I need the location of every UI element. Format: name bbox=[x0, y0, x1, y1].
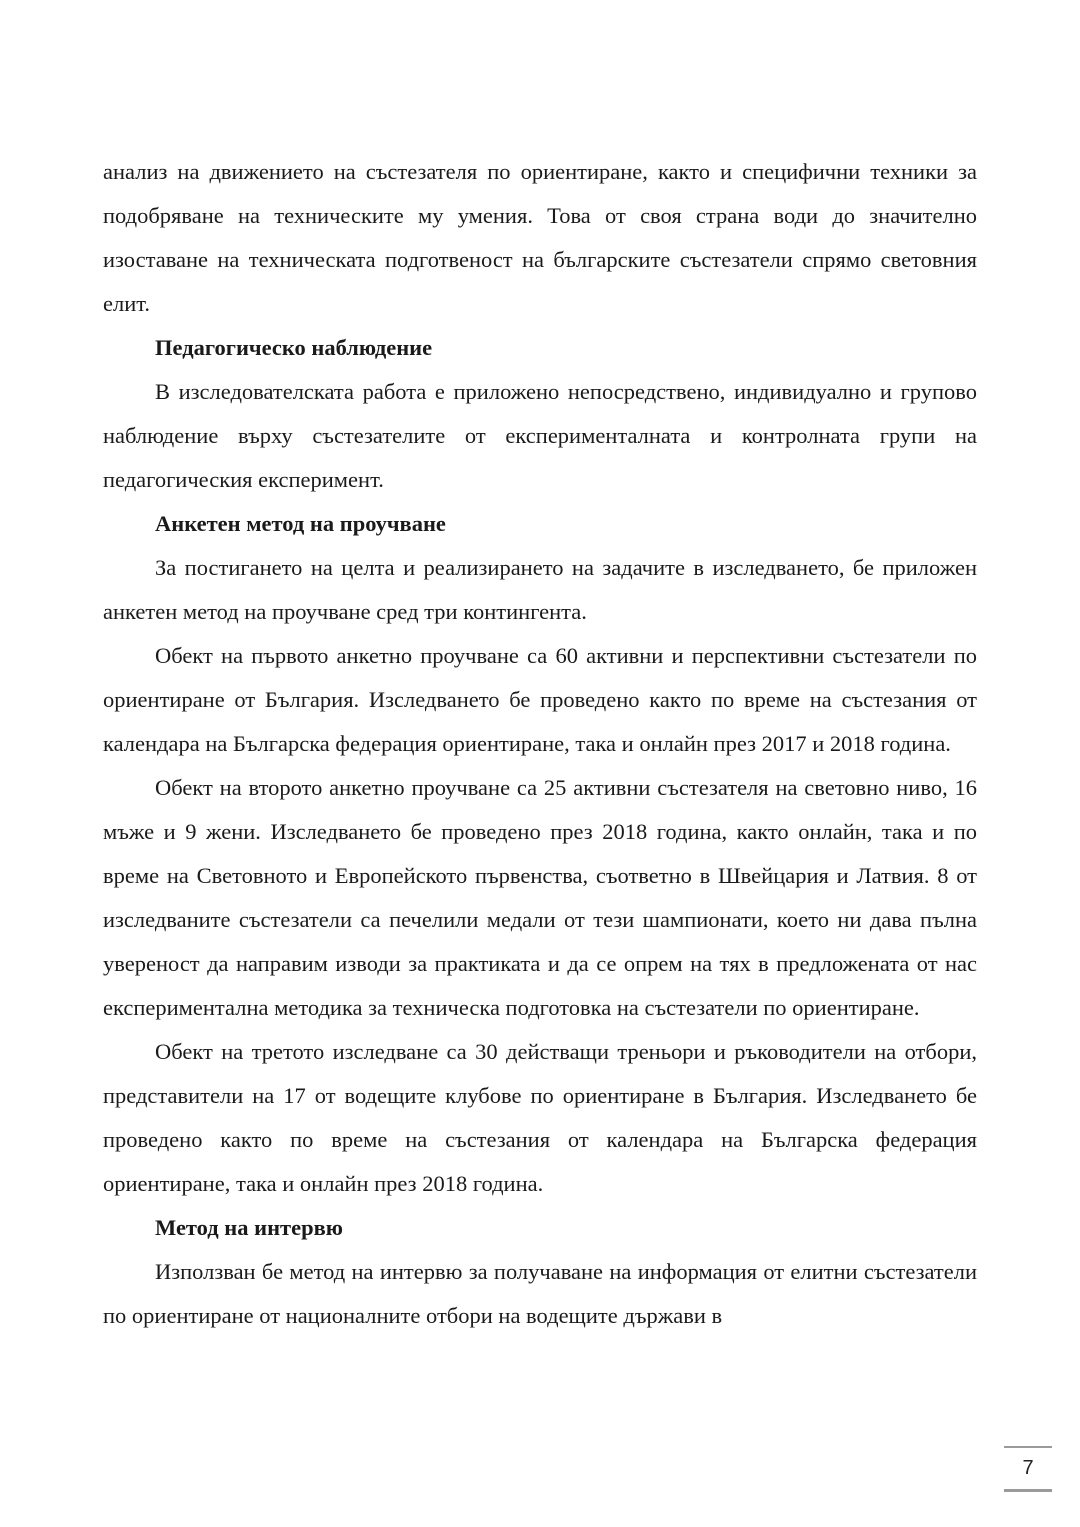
section-heading-pedagogical-observation: Педагогическо наблюдение bbox=[155, 335, 433, 360]
page-number: 7 bbox=[1022, 1457, 1034, 1479]
paragraph: Обект на първото анкетно проучване са 60 активни и перспективни състезатели по ориентиране от България. Изследването бе проведено както по време на състезания от календара на Българска федерация ориентиране, така и онлайн през 2017 и 2018 година. bbox=[103, 643, 977, 756]
section-heading-interview-method: Метод на интервю bbox=[155, 1215, 343, 1240]
page-number-box bbox=[1004, 1446, 1052, 1492]
paragraph: В изследователската работа е приложено непосредствено, индивидуално и групово наблюдение върху състезателите от експерименталната и контролната групи на педагогическия експеримент. bbox=[103, 379, 977, 492]
text-body bbox=[103, 150, 977, 1338]
section-heading-survey-method: Анкетен метод на проучване bbox=[155, 511, 446, 536]
paragraph-truncated: Използван бе метод на интервю за получаване на информация от елитни състезатели по ориентиране от националните отбори на водещите държави в bbox=[103, 1259, 977, 1328]
paragraph: Обект на второто анкетно проучване са 25 активни състезателя на световно ниво, 16 мъже и 9 жени. Изследването бе проведено през 2018 година, както онлайн, така и по време на Световното и Европейското първенства, съответно в Швейцария и Латвия. 8 от изследваните състезатели са печелили медали от тези шампионати, което ни дава пълна увереност да направим изводи за практиката и да се опрем на тях в предложената от нас експериментална методика за техническа подготовка на състезатели по ориентиране. bbox=[103, 775, 977, 1020]
paragraph: Обект на третото изследване са 30 действащи треньори и ръководители на отбори, представители на 17 от водещите клубове по ориентиране в България. Изследването бе проведено както по време на състезания от календара на Българска федерация ориентиране, така и онлайн през 2018 година. bbox=[103, 1039, 977, 1196]
paragraph-continued: анализ на движението на състезателя по ориентиране, както и специфични техники за подобряване на техническите му умения. Това от своя страна води до значително изоставане на техническата подготвеност на българските състезатели спрямо световния елит. bbox=[103, 159, 977, 316]
paragraph: За постигането на целта и реализирането на задачите в изследването, бе приложен анкетен метод на проучване сред три контингента. bbox=[103, 555, 977, 624]
